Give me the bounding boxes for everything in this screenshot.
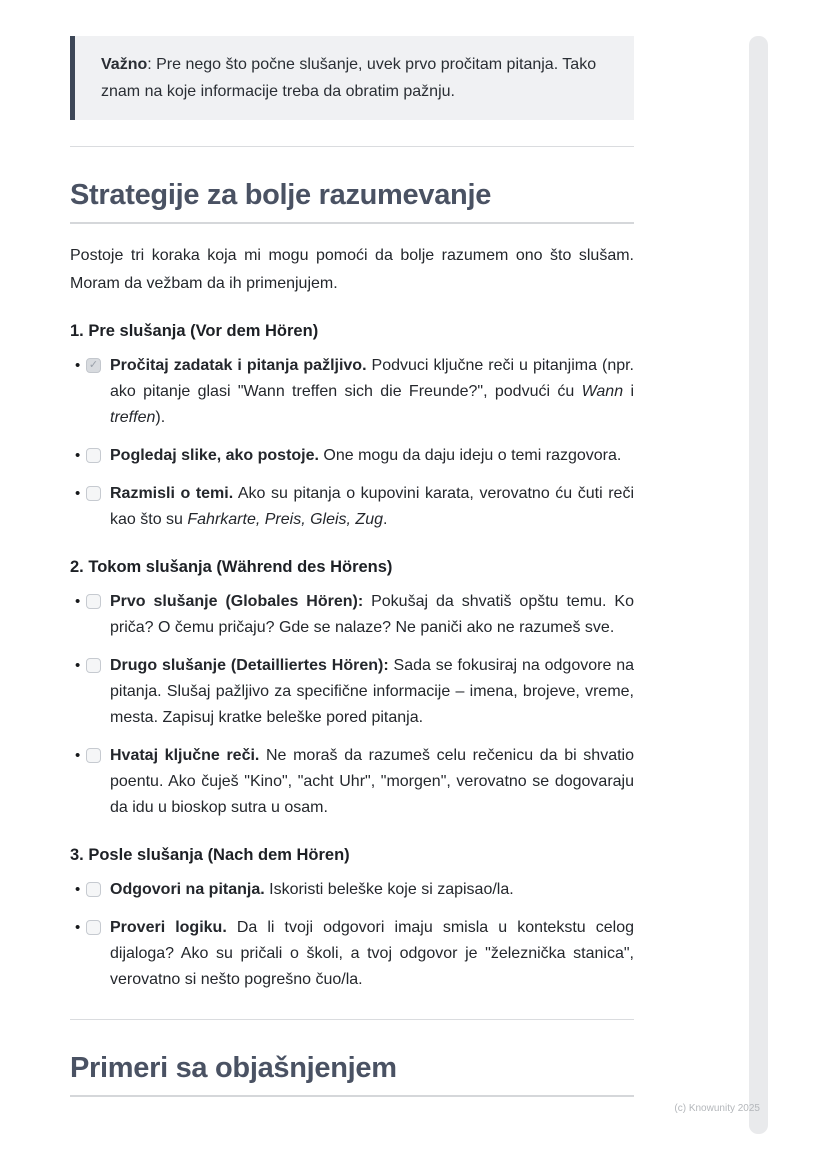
bullet-icon: • (75, 485, 81, 502)
subsection-title-3: 3. Posle slušanja (Nach dem Hören) (70, 846, 350, 864)
checklist-item-text: Proveri logiku. Da li tvoji odgovori imaju smisla u kontekstu celog dijaloga? Ako su pričali o školi, a tvoj odgovor je "železnička stanica", verovatno si nešto pogrešno čuo/la. (110, 919, 634, 988)
checkbox[interactable] (86, 486, 101, 501)
checklist-item-text: Pogledaj slike, ako postoje. One mogu da daju ideju o temi razgovora. (110, 447, 622, 464)
checklist-item (70, 481, 634, 533)
divider (70, 1019, 634, 1020)
checkbox[interactable] (86, 748, 101, 763)
subsection-title-2: 2. Tokom slušanja (Während des Hörens) (70, 558, 393, 576)
checklist-item (70, 877, 634, 903)
checklist-item-text: Drugo slušanje (Detailliertes Hören): Sada se fokusiraj na odgovore na pitanja. Slušaj pažljivo za specifične informacije – imena, brojeve, vreme, mesta. Zapisuj kratke beleške pored pitanja. (110, 657, 635, 726)
bullet-icon: • (75, 919, 81, 936)
checklist-item (70, 743, 634, 821)
checklist-item (70, 443, 634, 469)
bullet-icon: • (75, 447, 81, 464)
checklist-item-text: Razmisli o temi. Ako su pitanja o kupovini karata, verovatno ću čuti reči kao što su Fahrkarte, Preis, Gleis, Zug. (110, 485, 635, 528)
bullet-icon: • (75, 747, 81, 764)
divider (70, 146, 634, 147)
bullet-icon: • (75, 881, 81, 898)
checklist-item-text: Hvataj ključne reči. Ne moraš da razumeš celu rečenicu da bi shvatio poentu. Ako čuješ "Kino", "acht Uhr", "morgen", verovatno se dogovaraju da idu u bioskop sutra u osam. (110, 747, 634, 816)
checkbox[interactable] (86, 920, 101, 935)
checklist-item (70, 653, 634, 731)
checklist-item-text: Pročitaj zadatak i pitanja pažljivo. Podvuci ključne reči u pitanjima (npr. ako pitanje glasi "Wann treffen sich die Freunde?", podvući ću Wann i treffen). (110, 357, 635, 426)
checkbox[interactable] (86, 594, 101, 609)
copyright-text: (c) Knowunity 2025 (674, 1103, 760, 1114)
checkbox[interactable] (86, 882, 101, 897)
checklist-item (70, 589, 634, 641)
checkbox[interactable] (86, 658, 101, 673)
checkbox[interactable] (86, 448, 101, 463)
section-title-examples: Primeri sa objašnjenjem (70, 1050, 634, 1097)
document-content (70, 0, 634, 1097)
bullet-icon: • (75, 593, 81, 610)
bullet-icon: • (75, 357, 81, 374)
bullet-icon: • (75, 657, 81, 674)
checklist-item (70, 353, 634, 431)
checklist-item-text: Prvo slušanje (Globales Hören): Pokušaj da shvatiš opštu temu. Ko priča? O čemu pričaju? Gde se nalaze? Ne paniči ako ne razumeš sve. (110, 593, 634, 636)
checkbox[interactable]: ✓ (86, 358, 101, 373)
callout-text: Važno: Pre nego što počne slušanje, uvek prvo pročitam pitanja. Tako znam na koje informacije treba da obratim pažnju. (101, 56, 597, 100)
callout-important (70, 36, 634, 120)
checklist-item (70, 915, 634, 993)
checklist-item-text: Odgovori na pitanja. Iskoristi beleške koje si zapisao/la. (110, 881, 514, 898)
section-title-strategies: Strategije za bolje razumevanje (70, 177, 634, 224)
scrollbar[interactable] (749, 36, 768, 1134)
subsection-title-1: 1. Pre slušanja (Vor dem Hören) (70, 322, 319, 340)
intro-paragraph: Postoje tri koraka koja mi mogu pomoći da bolje razumem ono što slušam. Moram da vežbam da ih primenjujem. (70, 247, 634, 292)
